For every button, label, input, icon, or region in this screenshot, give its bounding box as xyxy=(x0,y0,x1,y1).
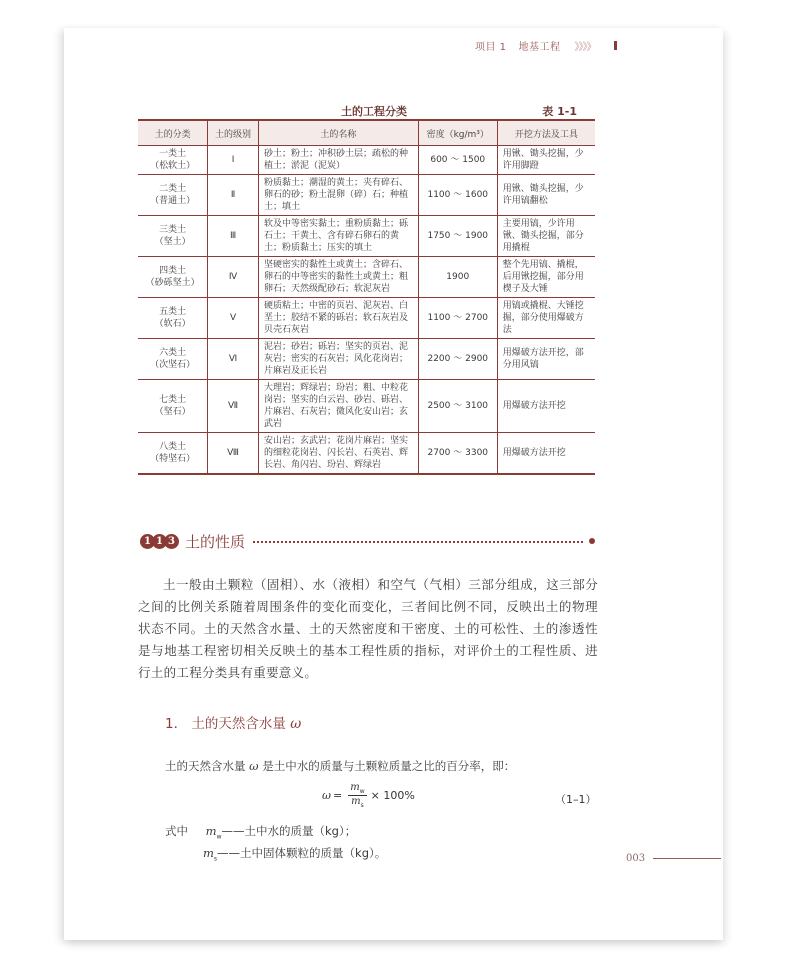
category-sub: （软石） xyxy=(154,319,191,329)
var-m: m xyxy=(350,782,360,793)
var-m: m xyxy=(203,846,214,860)
omega-symbol: ω xyxy=(290,716,302,732)
col-header-names: 土的名称 xyxy=(258,120,418,146)
cell-density: 2700 ～ 3300 xyxy=(418,433,497,475)
category-sub: （普通土） xyxy=(150,196,196,206)
cell-density: 2500 ～ 3100 xyxy=(418,380,497,433)
cell-names: 大理岩；辉绿岩；玢岩；粗、中粒花岗岩；坚实的白云岩、砂岩、砾岩、片麻岩、石灰岩；微风化安山岩；玄武岩 xyxy=(258,380,418,433)
section-title: 土的性质 xyxy=(185,532,246,551)
cell-density: 2200 ～ 2900 xyxy=(418,339,497,380)
table-row xyxy=(138,146,595,175)
fraction-denominator xyxy=(351,796,364,809)
category-sub: （砂砾坚土） xyxy=(145,278,200,288)
page-number xyxy=(626,853,721,864)
dotted-leader xyxy=(253,541,583,543)
category-name: 八类土 xyxy=(159,442,187,452)
cell-names: 泥岩；砂岩；砾岩；坚实的页岩、泥灰岩；密实的石灰岩；风化花岗岩；片麻岩及正长岩 xyxy=(258,339,418,380)
table-row xyxy=(138,339,595,380)
table-row xyxy=(138,433,595,475)
cell-grade: Ⅰ xyxy=(208,146,259,175)
category-name: 六类土 xyxy=(159,348,187,358)
fraction-numerator xyxy=(348,782,366,796)
omega-symbol: ω xyxy=(249,759,259,773)
table-row xyxy=(138,216,595,257)
cell-method: 用镐或撬棍、大锤挖掘，部分使用爆破方法 xyxy=(497,298,595,339)
cell-category xyxy=(138,298,208,339)
chevrons-icon: 》》》》 xyxy=(574,42,596,53)
cell-names: 砂土；粉土；冲积砂土层；疏松的种植土；淤泥（泥炭） xyxy=(258,146,418,175)
category-sub: （特坚石） xyxy=(150,454,196,464)
equation-number: （1–1） xyxy=(555,793,597,806)
leader-end-dot-icon xyxy=(589,538,595,544)
section-number-badge xyxy=(140,534,176,549)
category-name: 三类土 xyxy=(159,225,187,235)
table-row xyxy=(138,298,595,339)
cell-names: 软及中等密实黏土；重粉质黏土；砾石土；干黄土、含有碎石卵石的黄土；粉质黏土；压实的填土 xyxy=(258,216,418,257)
cell-method: 用爆破方法开挖，部分用风镐 xyxy=(497,339,595,380)
cell-method: 整个先用镐、撬棍，后用锹挖掘，部分用楔子及大锤 xyxy=(497,257,595,298)
where-line-1 xyxy=(165,823,356,840)
badge-digit: 1 xyxy=(140,534,155,549)
cell-category xyxy=(138,380,208,433)
formula-equals: = xyxy=(332,789,343,802)
cell-grade: Ⅴ xyxy=(208,298,259,339)
badge-digit: 1 xyxy=(152,534,167,549)
where-label: 式中 xyxy=(165,824,188,838)
cell-grade: Ⅵ xyxy=(208,339,259,380)
running-head xyxy=(475,38,617,53)
formula-times: × 100% xyxy=(370,789,415,802)
fraction xyxy=(348,782,366,809)
where-line-2 xyxy=(203,845,386,862)
table-number: 表 1-1 xyxy=(542,105,577,118)
cell-category xyxy=(138,175,208,216)
cell-method: 主要用镐，少许用锹、锄头挖掘，部分用撬棍 xyxy=(497,216,595,257)
subsection-heading xyxy=(165,712,301,732)
cell-density: 1900 xyxy=(418,257,497,298)
table-title: 土的工程分类 xyxy=(341,105,407,118)
where-desc: ——土中固体颗粒的质量（kg）。 xyxy=(217,846,387,860)
body-paragraph: 土一般由土颗粒（固相）、水（液相）和空气（气相）三部分组成，这三部分之间的比例关系随着周围条件的变化而变化，三者间比例不同，反映出土的物理状态不同。土的天然含水量、土的天然密度和干密度、土的可松性、土的渗透性是与地基工程密切相关反映土的基本工程性质的指标，对评价土的工程性质、进行土的工程分类具有重要意义。 xyxy=(138,577,598,680)
category-name: 五类土 xyxy=(159,307,187,317)
category-name: 二类土 xyxy=(159,184,187,194)
cell-density: 1100 ～ 1600 xyxy=(418,175,497,216)
cell-names: 安山岩；玄武岩；花岗片麻岩；坚实的细粒花岗岩、闪长岩、石英岩、辉长岩、角闪岩、玢岩、辉绿岩 xyxy=(258,433,418,475)
cell-grade: Ⅱ xyxy=(208,175,259,216)
subsection-number: 1． xyxy=(165,716,188,732)
category-name: 四类土 xyxy=(159,266,187,276)
folio-rule xyxy=(653,858,721,860)
badge-digit: 3 xyxy=(164,534,179,549)
definition-line xyxy=(165,758,515,774)
category-sub: （次坚石） xyxy=(150,360,196,370)
cell-names: 硬质粘土；中密的页岩、泥灰岩、白垩土；胶结不紧的砾岩；软石灰岩及贝壳石灰岩 xyxy=(258,298,418,339)
cell-category xyxy=(138,146,208,175)
cell-category xyxy=(138,216,208,257)
equation xyxy=(322,782,415,809)
cell-grade: Ⅳ xyxy=(208,257,259,298)
page-number-text: 003 xyxy=(626,853,646,864)
col-header-density: 密度（kg/m³） xyxy=(418,120,497,146)
col-header-method: 开挖方法及工具 xyxy=(497,120,595,146)
var-m: m xyxy=(351,796,361,807)
cell-category xyxy=(138,339,208,380)
category-sub: （松软土） xyxy=(150,161,196,171)
table-row xyxy=(138,380,595,433)
cell-grade: Ⅲ xyxy=(208,216,259,257)
subscript: w xyxy=(359,788,365,795)
cell-method: 用爆破方法开挖 xyxy=(497,433,595,475)
cell-density: 1750 ～ 1900 xyxy=(418,216,497,257)
header-bar-icon xyxy=(614,41,617,50)
cell-method: 用锹、锄头挖掘，少许用脚蹬 xyxy=(497,146,595,175)
category-sub: （坚石） xyxy=(154,407,191,417)
project-label: 项目 1 xyxy=(475,42,507,53)
chapter-label: 地基工程 xyxy=(518,42,561,53)
col-header-grade: 土的级别 xyxy=(208,120,259,146)
cell-category xyxy=(138,257,208,298)
formula-lhs: ω xyxy=(322,789,331,802)
cell-density: 1100 ～ 2700 xyxy=(418,298,497,339)
cell-names: 粉质黏土；潮湿的黄土；夹有碎石、卵石的砂；粉土混卵（碎）石；种植土；填土 xyxy=(258,175,418,216)
soil-classification-table xyxy=(138,119,595,475)
subscript: w xyxy=(216,833,222,841)
category-sub: （坚土） xyxy=(154,237,191,247)
subsection-title: 土的天然含水量 xyxy=(191,716,286,732)
subscript: s xyxy=(360,802,364,809)
definition-text: 是土中水的质量与土颗粒质量之比的百分率，即： xyxy=(262,759,516,773)
table-row xyxy=(138,257,595,298)
cell-method: 用锹、锄头挖掘，少许用镐翻松 xyxy=(497,175,595,216)
where-desc: ——土中水的质量（kg）； xyxy=(221,824,357,838)
cell-grade: Ⅶ xyxy=(208,380,259,433)
section-heading xyxy=(140,530,595,552)
cell-method: 用爆破方法开挖 xyxy=(497,380,595,433)
cell-grade: Ⅷ xyxy=(208,433,259,475)
table-header-row xyxy=(138,120,595,146)
table-caption xyxy=(138,103,595,119)
category-name: 一类土 xyxy=(159,149,187,159)
col-header-category: 土的分类 xyxy=(138,120,208,146)
cell-names: 坚硬密实的黏性土或黄土；含碎石、卵石的中等密实的黏性土或黄土；粗卵石；天然级配砂石；软泥灰岩 xyxy=(258,257,418,298)
category-name: 七类土 xyxy=(159,395,187,405)
cell-density: 600 ～ 1500 xyxy=(418,146,497,175)
cell-category xyxy=(138,433,208,475)
table-row xyxy=(138,175,595,216)
var-m: m xyxy=(205,824,217,838)
subscript: s xyxy=(213,855,218,863)
definition-text: 土的天然含水量 xyxy=(165,759,246,773)
